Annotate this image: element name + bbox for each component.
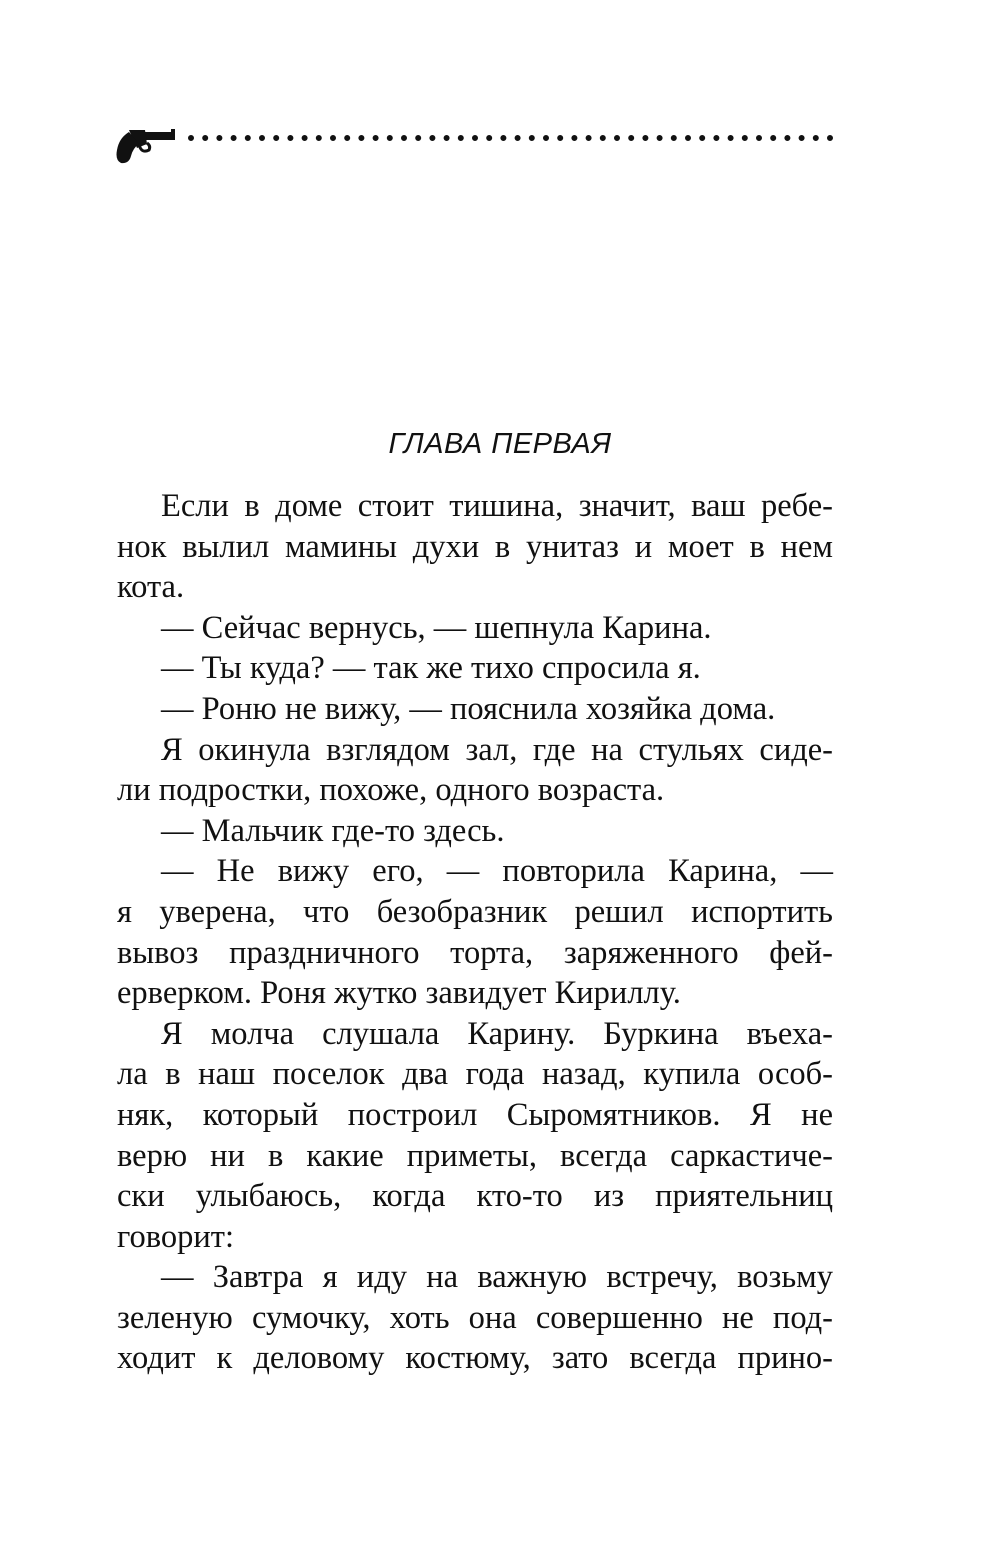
text-line: — Ты куда? — так же тихо спросила я. [161,650,701,687]
text-line: ерверком. Роня жутко завидует Кириллу. [117,975,681,1012]
text-line: Если в доме стоит тишина, значит, ваш ребе- [161,488,833,524]
text-line: — Сейчас вернусь, — шепнула Карина. [161,609,712,646]
header-ornament [115,120,835,170]
body-text [117,486,833,1379]
text-line: — Роню не вижу, — пояснила хозяйка дома. [161,690,776,727]
text-line: ходит к деловому костюму, зато всегда прино- [117,1340,833,1377]
text-line: нок вылил мамины духи в унитаз и моет в нем [117,528,833,565]
text-line: вывоз праздничного торта, заряженного фей- [117,934,833,971]
text-line: — Мальчик где-то здесь. [161,812,505,849]
text-line: Я молча слушала Карину. Буркина въеха- [161,1015,833,1052]
text-line: зеленую сумочку, хоть она совершенно не под- [117,1299,833,1336]
text-line: ли подростки, похоже, одного возраста. [117,772,665,809]
revolver-icon [115,126,177,166]
chapter-title: ГЛАВА ПЕРВАЯ [388,428,612,460]
text-line: Я окинула взглядом зал, где на стульях сиде- [161,731,833,768]
text-line: я уверена, что безобразник решил испортить [117,893,833,930]
text-line: — Завтра я иду на важную встречу, возьму [161,1259,833,1296]
text-line: ски улыбаюсь, когда кто-то из приятельниц [117,1178,833,1215]
text-line: кота. [117,569,185,606]
text-line: ла в наш поселок два года назад, купила особ- [117,1056,833,1093]
dotted-rule [187,133,835,143]
text-line: говорит: [117,1218,235,1255]
text-line: няк, который построил Сыромятников. Я не [117,1096,833,1133]
text-line: — Не вижу его, — повторила Карина, — [161,853,833,890]
text-line: верю ни в какие приметы, всегда саркастиче- [117,1137,833,1174]
